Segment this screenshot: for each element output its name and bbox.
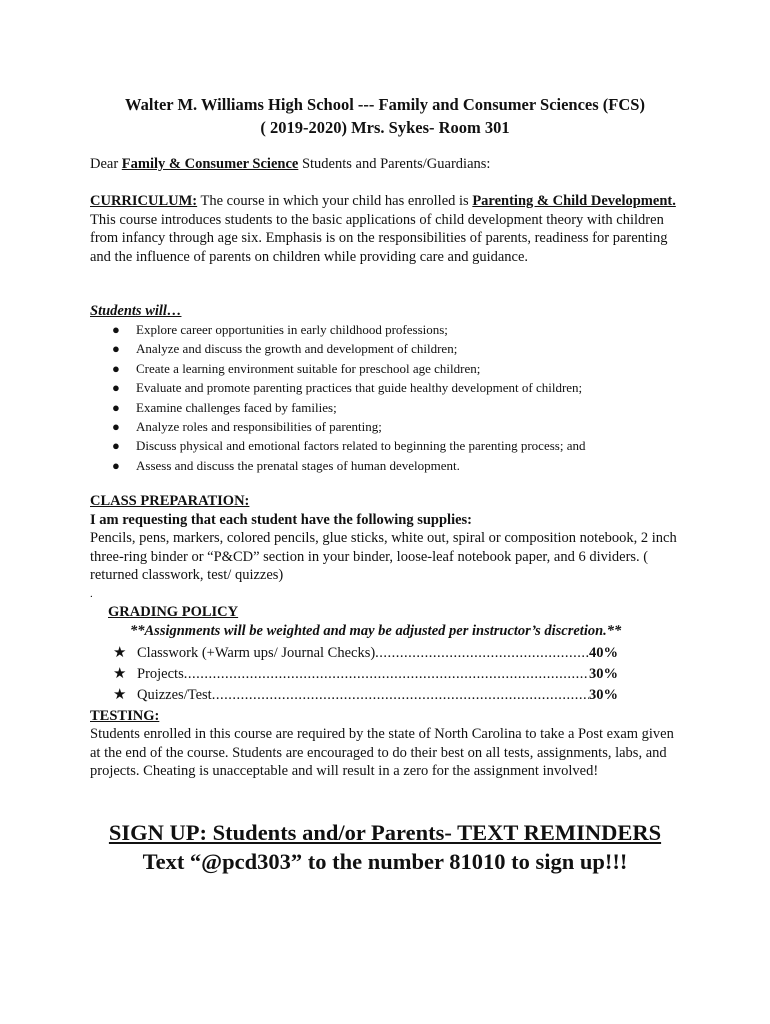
- grading-note: **Assignments will be weighted and may be adjusted per instructor’s discretion.**: [130, 623, 622, 639]
- greeting-course-area: Family & Consumer Science: [121, 156, 299, 172]
- class-info-title: ( 2019-2020) Mrs. Sykes- Room 301: [260, 118, 510, 137]
- list-item-text: Explore career opportunities in early childhood professions;: [136, 322, 448, 337]
- star-icon: ★: [113, 645, 127, 661]
- list-item: [112, 456, 585, 475]
- students-will-list: [112, 320, 585, 475]
- class-prep-supplies: Pencils, pens, markers, colored pencils, glue sticks, white out, spiral or composition notebook, 2 inch three-ring binder or “P&CD” section in your binder, loose-leaf notebook paper, and 6 dividers. ( returned classwork, test/ quizzes): [90, 530, 677, 583]
- list-item-text: Create a learning environment suitable for preschool age children;: [136, 360, 481, 376]
- school-title: Walter M. Williams High School --- Family and Consumer Sciences (FCS): [125, 95, 645, 114]
- curriculum-course-name: Parenting & Child Development.: [472, 193, 676, 209]
- class-prep-heading: CLASS PREPARATION:: [90, 493, 250, 509]
- stray-mark: .: [90, 588, 93, 600]
- grading-row-label: Projects: [137, 666, 184, 682]
- list-item-text: Evaluate and promote parenting practices that guide healthy development of children;: [136, 380, 583, 396]
- bullet-icon: ●: [112, 399, 120, 415]
- class-prep-subheading: I am requesting that each student have the following supplies:: [90, 512, 472, 528]
- greeting-suffix: Students and Parents/Guardians:: [298, 156, 491, 172]
- testing-paragraph: Students enrolled in this course are required by the state of North Carolina to take a Post exam given at the end of the course. Students are encouraged to do their best on all tests, assignments, labs, and projects. Cheating is unacceptable and will result in a zero for the assignment involved!: [90, 726, 674, 779]
- students-will-heading: Students will…: [90, 303, 182, 319]
- bullet-icon: ●: [112, 419, 120, 435]
- curriculum-heading: CURRICULUM:: [90, 193, 198, 209]
- list-item: [112, 436, 585, 455]
- bullet-icon: ●: [112, 360, 120, 376]
- list-item: [112, 378, 585, 397]
- grading-row: [113, 644, 618, 662]
- list-item: [112, 359, 585, 378]
- list-item-text: Examine challenges faced by families;: [136, 399, 337, 415]
- list-item: [112, 320, 585, 339]
- list-item-text: Assess and discuss the prenatal stages of human development.: [136, 457, 460, 473]
- list-item-text: Discuss physical and emotional factors related to beginning the parenting process; and: [136, 438, 586, 454]
- curriculum-text-1: The course in which your child has enrolled is: [197, 193, 473, 209]
- list-item-text: Analyze roles and responsibilities of parenting;: [136, 419, 382, 435]
- grading-heading: GRADING POLICY: [108, 604, 239, 620]
- list-item-text: Analyze and discuss the growth and development of children;: [136, 341, 458, 357]
- grading-row: [113, 686, 618, 704]
- dot-leader: [184, 665, 589, 683]
- grading-row-percent: 30%: [589, 666, 618, 682]
- dot-leader: [375, 644, 589, 662]
- curriculum-paragraph: [90, 192, 686, 266]
- greeting: [90, 155, 490, 173]
- signup-instructions: Text “@pcd303” to the number 81010 to sign up!!!: [142, 849, 628, 874]
- grading-row-label: Quizzes/Test: [137, 687, 212, 703]
- star-icon: ★: [113, 666, 127, 682]
- signup-heading: SIGN UP: Students and/or Parents- TEXT REMINDERS: [108, 820, 662, 845]
- list-item: [112, 398, 585, 417]
- bullet-icon: ●: [112, 380, 120, 396]
- bullet-icon: ●: [112, 341, 120, 357]
- bullet-icon: ●: [112, 322, 120, 337]
- curriculum-text-2: This course introduces students to the basic applications of child development theory with children from infancy through age six. Emphasis is on the responsibilities of parents, readiness for parenting and the influence of parents on children while providing care and guidance.: [90, 211, 668, 265]
- greeting-prefix: Dear: [90, 156, 122, 172]
- bullet-icon: ●: [112, 457, 120, 473]
- dot-leader: [212, 686, 589, 704]
- bullet-icon: ●: [112, 438, 120, 454]
- list-item: [112, 339, 585, 358]
- grading-row-percent: 40%: [589, 645, 618, 661]
- grading-row-label: Classwork (+Warm ups/ Journal Checks): [137, 645, 376, 661]
- testing-heading: TESTING:: [90, 708, 160, 724]
- list-item: [112, 417, 585, 436]
- grading-row: [113, 665, 618, 683]
- star-icon: ★: [113, 687, 127, 703]
- grading-row-percent: 30%: [589, 687, 618, 703]
